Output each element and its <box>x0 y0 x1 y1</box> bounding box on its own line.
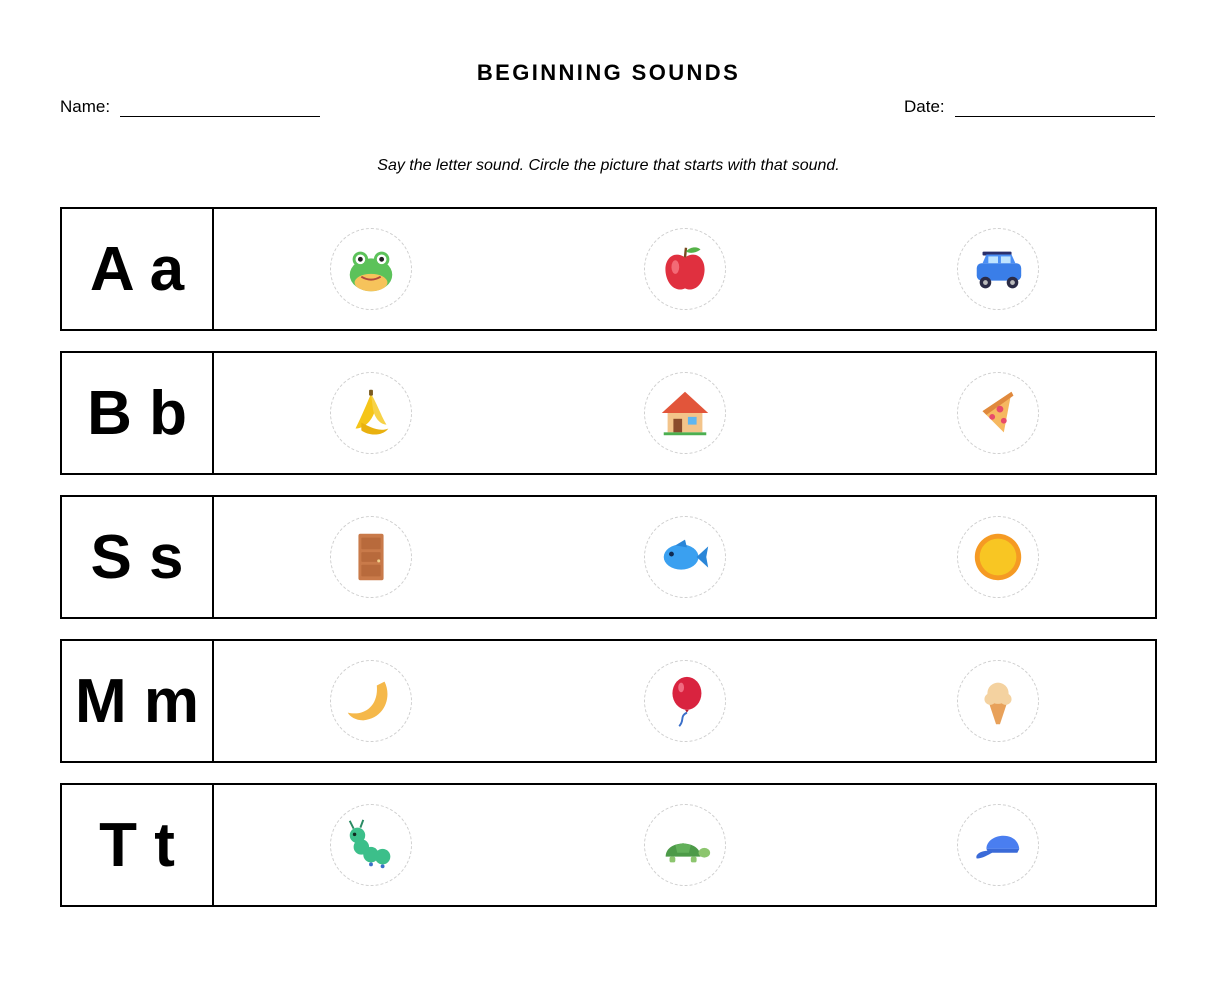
picture-area <box>214 353 1155 473</box>
letter-row-m <box>60 639 1157 763</box>
picture-choice[interactable] <box>330 660 412 742</box>
instructions: Say the letter sound. Circle the picture that starts with that sound. <box>377 157 840 174</box>
picture-choice[interactable] <box>330 228 412 310</box>
date-field <box>904 97 1155 117</box>
picture-area <box>214 785 1155 905</box>
picture-choice[interactable] <box>644 372 726 454</box>
letter-label: S s <box>62 497 214 617</box>
letter-label: A a <box>62 209 214 329</box>
picture-choice[interactable] <box>330 804 412 886</box>
balloon-icon <box>656 672 714 730</box>
letter-label: T t <box>62 785 214 905</box>
ice-cream-icon <box>969 672 1027 730</box>
letter-row-t <box>60 783 1157 907</box>
picture-choice[interactable] <box>957 516 1039 598</box>
picture-choice[interactable] <box>957 372 1039 454</box>
banana-icon <box>342 384 400 442</box>
apple-icon <box>656 240 714 298</box>
picture-choice[interactable] <box>644 660 726 742</box>
door-icon <box>342 528 400 586</box>
picture-choice[interactable] <box>957 228 1039 310</box>
picture-choice[interactable] <box>644 516 726 598</box>
picture-choice[interactable] <box>957 804 1039 886</box>
name-line[interactable] <box>120 101 320 117</box>
frog-icon <box>342 240 400 298</box>
letter-row-b <box>60 351 1157 475</box>
picture-choice[interactable] <box>644 804 726 886</box>
cap-icon <box>969 816 1027 874</box>
date-label: Date: <box>904 97 945 116</box>
sun-icon <box>969 528 1027 586</box>
house-icon <box>656 384 714 442</box>
moon-icon <box>342 672 400 730</box>
date-line[interactable] <box>955 101 1155 117</box>
picture-choice[interactable] <box>644 228 726 310</box>
fish-icon <box>656 528 714 586</box>
car-icon <box>969 240 1027 298</box>
picture-area <box>214 209 1155 329</box>
letter-label: M m <box>62 641 214 761</box>
letter-label: B b <box>62 353 214 473</box>
worksheet-title: BEGINNING SOUNDS <box>476 60 741 85</box>
caterpillar-icon <box>342 816 400 874</box>
letter-row-a <box>60 207 1157 331</box>
picture-choice[interactable] <box>957 660 1039 742</box>
pizza-icon <box>969 384 1027 442</box>
picture-area <box>214 497 1155 617</box>
letter-row-s <box>60 495 1157 619</box>
name-label: Name: <box>60 97 111 116</box>
turtle-icon <box>656 816 714 874</box>
name-field <box>60 97 320 117</box>
picture-choice[interactable] <box>330 372 412 454</box>
picture-choice[interactable] <box>330 516 412 598</box>
picture-area <box>214 641 1155 761</box>
